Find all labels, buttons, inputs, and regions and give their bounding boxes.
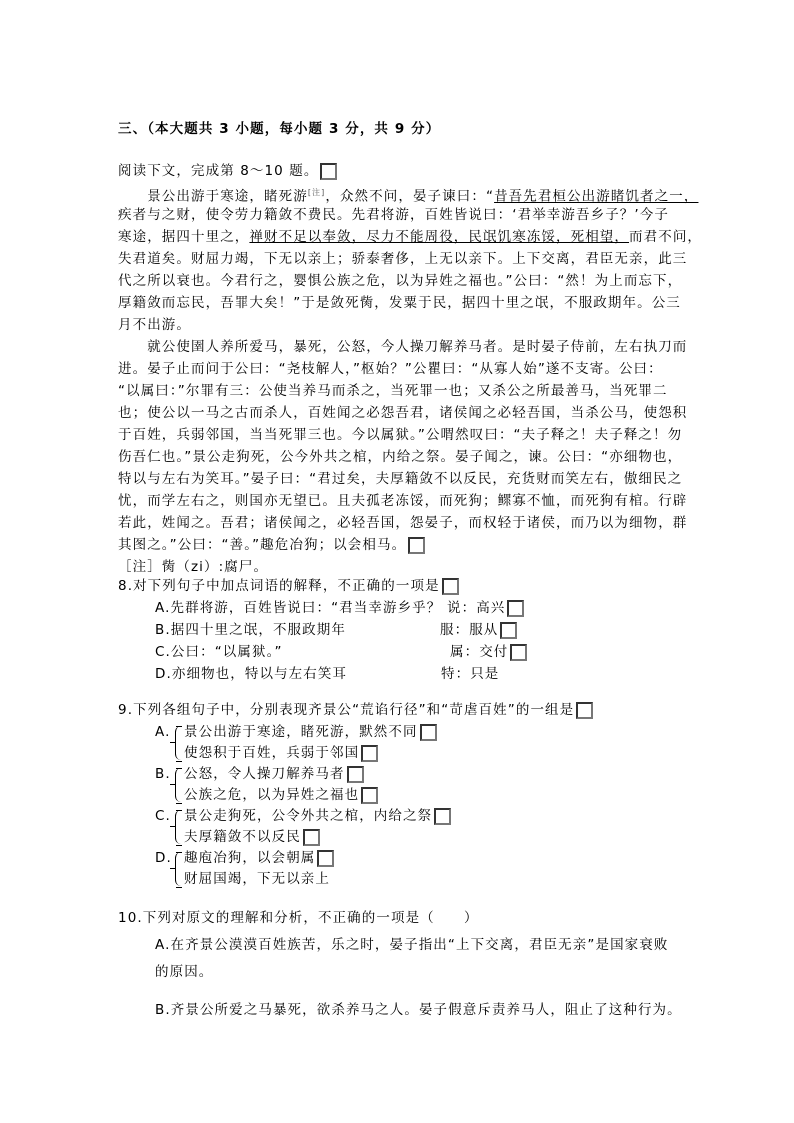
q8-stem [118, 576, 459, 596]
intro-text: 阅读下文，完成第 8～10 题。 [118, 163, 319, 179]
passage-line [118, 183, 698, 207]
q9-d-line2: 财屈国竭，下无以亲上 [184, 871, 330, 887]
text: 说：高兴 [447, 600, 506, 616]
passage-line: 就公使圉人养所爱马，暴死，公怒，今人操刀解养马者。是时晏子侍前，左右执刀而 [118, 339, 688, 355]
passage-line: 特以与左右为笑耳。”晏子曰：“君过矣，夫厚籍敛不以反民，充货财而笑左右，傲细民之 [118, 471, 683, 487]
q8-option-a: A.先群将游，百姓皆说曰：“君当幸游乡乎？ [155, 600, 442, 616]
q9-c-line2 [184, 827, 320, 847]
q9-d-line1 [184, 848, 334, 868]
text: 9.下列各组句子中，分别表现齐景公“荒谄行径”和“苛虐百姓”的一组是 [118, 702, 575, 718]
q8-gloss-d: 特：只是 [441, 666, 500, 682]
passage-line: 也；使公以一马之古而杀人，百姓闻之必怨吾君，诸侯闻之必轻吾国，当杀公马，使怨积 [118, 405, 688, 421]
answer-box[interactable] [361, 745, 378, 762]
answer-box[interactable] [303, 829, 320, 846]
q9-label-b: B. [155, 766, 171, 782]
answer-box[interactable] [320, 163, 337, 180]
answer-box[interactable] [510, 644, 527, 661]
q9-c-line1 [184, 806, 451, 826]
q8-option-b: B.据四十里之氓，不服政期年 [155, 622, 346, 638]
q9-label-d: D. [155, 850, 172, 866]
brace-icon [175, 810, 184, 844]
note-mark: [注] [307, 188, 326, 197]
text: 而君不问， [629, 229, 703, 245]
q8-option-c: C.公曰：“以属狱。” [155, 644, 283, 660]
answer-box[interactable] [408, 537, 425, 554]
text: 寒途，据四十里之， [118, 229, 250, 245]
footnote: ［注］胔（zi）:腐尸。 [118, 559, 269, 575]
answer-box[interactable] [576, 702, 593, 719]
passage-line: 代之所以衰也。今君行之，婴惧公族之危，以为异姓之福也。”公曰：“然！为上而忘下， [118, 273, 683, 289]
answer-box[interactable] [500, 622, 517, 639]
text: 属：交付 [450, 644, 509, 660]
text: 景公出游于寒途，睹死游 [118, 188, 308, 205]
answer-box[interactable] [361, 787, 378, 804]
passage-line: 厚籍敛而忘民，吾罪大矣！”于是敛死胔，发粟于民，据四十里之氓，不服政期年。公三 [118, 295, 681, 311]
text: 夫厚籍敛不以反民 [184, 829, 301, 845]
passage-line: 于百姓，兵弱邻国，当当死罪三也。今以属狱。”公喟然叹曰：“夫子释之！夫子释之！勿 [118, 427, 683, 443]
q8-gloss-b [440, 620, 517, 640]
brace-icon [175, 852, 184, 886]
passage-line [118, 227, 702, 247]
underlined-text: 昔吾先君桓公出游睹饥者之一， [494, 188, 699, 205]
passage-line: 月不出游。 [118, 317, 191, 333]
passage-line: 进。晏子止而问于公曰：“尧枝解人，”枢始？”公瞿曰：“从寡人始”遂不支寄。公曰： [118, 361, 663, 377]
text: 景公走狗死，公令外共之棺，内给之祭 [184, 808, 433, 824]
passage-line: 疾者与之财，使令劳力籍敛不费民。先君将游，百姓皆说曰：‘君举幸游吾乡子？’今子 [118, 207, 669, 223]
section-title: 三、（本大题共 3 小题，每小题 3 分，共 9 分） [118, 121, 441, 137]
answer-box[interactable] [347, 766, 364, 783]
q10-stem: 10.下列对原文的理解和分析，不正确的一项是（ ） [118, 910, 479, 926]
brace-icon [175, 768, 184, 802]
text: 服：服从 [440, 622, 499, 638]
q9-b-line1 [184, 764, 364, 784]
passage-line: 失君道矣。财屈力竭，下无以亲上；骄泰奢侈，上无以亲下。上下交离，君臣无亲，此三 [118, 251, 688, 267]
q9-label-a: A. [155, 724, 171, 740]
intro-line [118, 161, 337, 181]
brace-icon [175, 726, 184, 760]
text: 使怨积于百姓，兵弱于邻国 [184, 745, 360, 761]
text: 公族之危，以为异姓之福也 [184, 787, 360, 803]
answer-box[interactable] [442, 578, 459, 595]
answer-box[interactable] [507, 600, 524, 617]
q8-option-d: D.亦细物也，特以与左右笑耳 [155, 666, 348, 682]
answer-box[interactable] [420, 724, 437, 741]
text: 景公出游于寒途，睹死游，默然不同 [184, 724, 418, 740]
text: 公怒，令人操刀解养马者 [184, 766, 345, 782]
q9-label-c: C. [155, 808, 171, 824]
passage-line: “以属曰：”尔罪有三：公使当养马而杀之，当死罪一也；又杀公之所最善马，当死罪二 [118, 383, 668, 399]
text: ，众然不问，晏子谏曰：“ [325, 188, 495, 205]
q9-stem [118, 700, 593, 720]
passage-line: 忧，而学左右之，则国亦无望已。且夫孤老冻馁，而死狗；鳏寡不恤，而死狗有棺。行辟 [118, 493, 688, 509]
answer-box[interactable] [317, 850, 334, 867]
passage-line [118, 535, 425, 555]
passage-line: 伤吾仁也。”景公走狗死，公今外共之棺，内给之祭。晏子闻之，谏。公曰：“亦细物也， [118, 449, 683, 465]
text: 其图之。”公曰：“善。”趣危冶狗；以会相马。 [118, 537, 407, 553]
underlined-text: 禅财不足以奉敛，尽力不能周役，民氓饥寒冻馁，死相望， [249, 229, 630, 245]
answer-box[interactable] [434, 808, 451, 825]
q10-option-a: A.在齐景公漠漠百姓族苦，乐之时，晏子指出“上下交离，君臣无亲”是国家衰败 [155, 937, 669, 953]
text: 趣庖冶狗，以会朝属 [184, 850, 316, 866]
q10-option-a-cont: 的原因。 [155, 964, 214, 980]
q9-a-line1 [184, 722, 437, 742]
q9-a-line2 [184, 743, 378, 763]
q10-option-b: B.齐景公所爱之马暴死，欲杀养马之人。晏子假意斥责养马人，阻止了这种行为。 [155, 1002, 682, 1018]
q8-gloss-c [450, 642, 527, 662]
text: 8.对下列句子中加点词语的解释，不正确的一项是 [118, 578, 440, 594]
q8-gloss-a [447, 598, 524, 618]
q9-b-line2 [184, 785, 378, 805]
passage-line: 若此，姓闻之。吾君；诸侯闻之，必轻吾国，怨晏子，而权轻于诸侯，而乃以为细物，群 [118, 515, 688, 531]
